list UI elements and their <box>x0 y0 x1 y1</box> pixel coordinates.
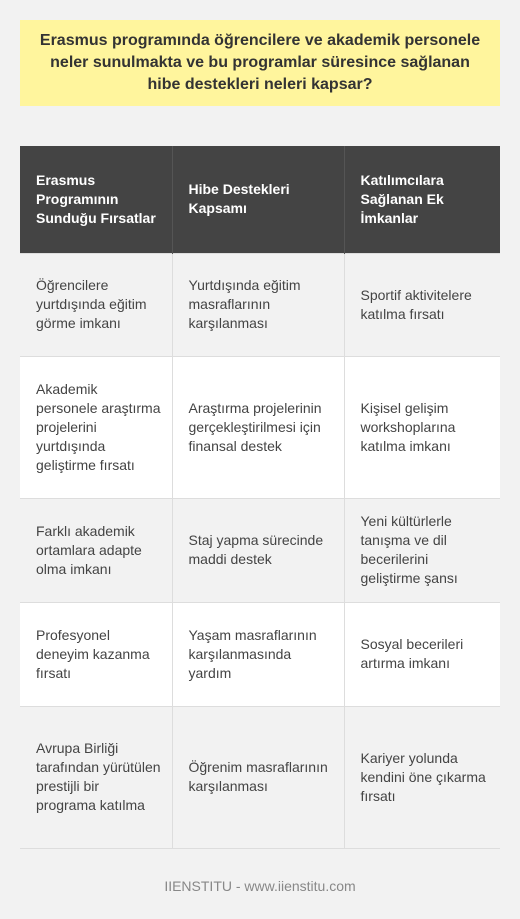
title-banner <box>20 20 500 106</box>
page-title: Erasmus programında öğrencilere ve akademik personele neler sunulmakta ve bu programlar süresince sağlanan hibe destekleri neleri kapsar? <box>39 32 481 93</box>
table-row <box>20 602 500 706</box>
table-cell: Kişisel gelişim workshoplarına katılma imkanı <box>344 356 500 498</box>
table-header-row <box>20 146 500 253</box>
table-cell: Akademik personele araştırma projelerini yurtdışında geliştirme fırsatı <box>20 356 172 498</box>
column-header-grant-scope: Hibe Destekleri Kapsamı <box>172 146 344 253</box>
table-cell: Farklı akademik ortamlara adapte olma imkanı <box>20 498 172 602</box>
table-cell: Öğrencilere yurtdışında eğitim görme imkanı <box>20 253 172 356</box>
column-header-extra-benefits: Katılımcılara Sağlanan Ek İmkanlar <box>344 146 500 253</box>
table-cell: Avrupa Birliği tarafından yürütülen prestijli bir programa katılma <box>20 706 172 848</box>
table-cell: Yaşam masraflarının karşılanmasında yardım <box>172 602 344 706</box>
table-cell: Staj yapma sürecinde maddi destek <box>172 498 344 602</box>
table-cell: Yeni kültürlerle tanışma ve dil becerilerini geliştirme şansı <box>344 498 500 602</box>
table-cell: Kariyer yolunda kendini öne çıkarma fırsatı <box>344 706 500 848</box>
table-cell: Sosyal becerileri artırma imkanı <box>344 602 500 706</box>
table-row <box>20 706 500 848</box>
table-row <box>20 253 500 356</box>
comparison-table <box>20 146 500 849</box>
table-cell: Araştırma projelerinin gerçekleştirilmesi için finansal destek <box>172 356 344 498</box>
table-cell: Öğrenim masraflarının karşılanması <box>172 706 344 848</box>
table-row <box>20 498 500 602</box>
column-header-opportunities: Erasmus Programının Sunduğu Fırsatlar <box>20 146 172 253</box>
table-cell: Yurtdışında eğitim masraflarının karşılanması <box>172 253 344 356</box>
table-cell: Profesyonel deneyim kazanma fırsatı <box>20 602 172 706</box>
footer-credit: IIENSTITU - www.iienstitu.com <box>164 878 356 894</box>
table-cell: Sportif aktivitelere katılma fırsatı <box>344 253 500 356</box>
table-row <box>20 356 500 498</box>
